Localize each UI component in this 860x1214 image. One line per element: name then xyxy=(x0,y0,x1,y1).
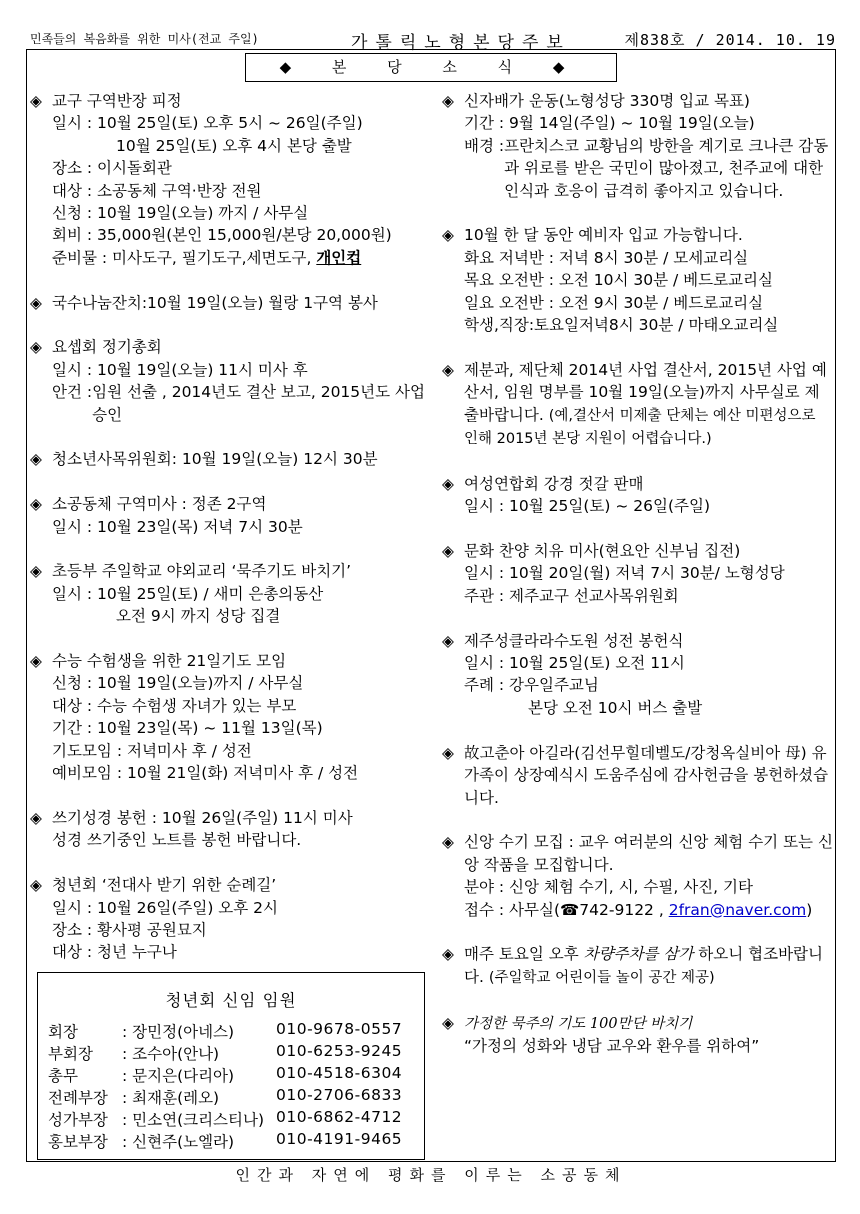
officer-row xyxy=(48,1130,403,1152)
notice-note: (예,결산서 미제출 단체는 예산 미편성으로 인해 2015년 본당 지원이 어렵습니다.) xyxy=(464,407,816,448)
officer-phone: 010-4191-9465 xyxy=(276,1130,403,1148)
notice-line: 화요 저녁반 : 저녁 8시 30분 / 모세교리실 xyxy=(464,248,749,267)
notice-parking xyxy=(442,943,834,989)
bulletin-header xyxy=(26,28,836,53)
officer-row xyxy=(48,1020,403,1042)
left-column xyxy=(30,90,430,986)
officer-name: : 장민정(아네스) xyxy=(122,1023,235,1041)
notice-key: 안건 : xyxy=(52,383,93,402)
notice-line: 주관 : 제주교구 선교사목위원회 xyxy=(464,586,679,605)
notice-line: 대상 : 소공동체 구역·반장 전원 xyxy=(52,181,262,200)
bullet-icon: ◈ xyxy=(442,945,454,964)
officer-row xyxy=(48,1042,403,1064)
notice-title: 매주 토요일 오후 xyxy=(464,945,584,964)
notice-memorial-thanks xyxy=(442,742,834,809)
notice-title: 교구 구역반장 피정 xyxy=(52,92,182,110)
notice-line: 본당 오전 10시 버스 출발 xyxy=(528,698,703,717)
section-banner: ◆ 본 당 소 식 ◆ xyxy=(245,53,617,82)
officer-role: 전례부장 xyxy=(48,1089,108,1107)
issue-number-date: 제838호 / 2014. 10. 19 xyxy=(624,31,836,49)
officer-phone: 010-9678-0557 xyxy=(276,1020,403,1038)
bullet-icon: ◈ xyxy=(442,1013,454,1032)
notice-noodle-sharing xyxy=(30,292,430,314)
notice-evangelization xyxy=(442,90,834,202)
notice-title: 청소년사목위원회: 10월 19일(오늘) 12시 30분 xyxy=(52,450,378,469)
notice-title: 故고춘아 아길라(김선무힐데벨도/강청옥실비아 母) 유가족이 상장예식시 도움주심에 감사헌금을 봉헌하셨습니다. xyxy=(464,743,829,807)
notice-line: 회비 : 35,000원(본인 15,000원/본당 20,000원) xyxy=(52,226,392,245)
notice-line: 접수 : 사무실(☎742-9122 , xyxy=(464,900,669,919)
notice-title: 하오니 협조바랍니다. xyxy=(464,945,823,986)
bullet-icon: ◈ xyxy=(30,876,42,895)
notice-value: 프란치스코 교황님의 방한을 계기로 크나큰 감동과 위로를 받은 국민이 많아졌고, 천주교에 대한 인식과 호응이 급격히 좋아지고 있습니다. xyxy=(504,136,829,200)
notice-line: 분야 : 신앙 체험 수기, 시, 수필, 사진, 기타 xyxy=(464,878,753,897)
notice-line: 일시 : 10월 25일(토) 오전 11시 xyxy=(464,654,685,673)
officer-phone: 010-6862-4712 xyxy=(276,1108,403,1126)
officer-role: 부회장 xyxy=(48,1045,93,1063)
officer-role: 홍보부장 xyxy=(48,1133,108,1151)
officer-phone: 010-4518-6304 xyxy=(276,1064,403,1082)
officer-role: 회장 xyxy=(48,1023,78,1041)
notice-line: 학생,직장:토요일저녁8시 30분 / 마태오교리실 xyxy=(464,316,779,335)
officer-name: : 조수아(안나) xyxy=(122,1045,220,1063)
notice-line: 기간 : 10월 23일(목) ~ 11월 13일(목) xyxy=(52,719,323,738)
handwritten-text: 차량주차를 삼가 xyxy=(583,945,694,964)
officer-name: : 민소연(크리스티나) xyxy=(122,1111,265,1129)
notice-line: 예비모임 : 10월 21일(화) 저녁미사 후 / 성전 xyxy=(52,764,359,783)
notice-body xyxy=(464,943,834,989)
bullet-icon: ◈ xyxy=(442,743,454,762)
notice-line: 대상 : 청년 누구나 xyxy=(52,943,177,962)
notice-line: 목요 오전반 : 오전 10시 30분 / 베드로교리실 xyxy=(464,271,773,290)
notice-line: 일시 : 10월 25일(토) / 새미 은총의동산 xyxy=(52,584,324,603)
notice-title: 제분과, 제단체 2014년 사업 결산서, 2015년 사업 예산서, 임원 명부를 10월 19일(오늘)까지 사무실로 제출바랍니다. xyxy=(464,360,827,424)
notice-line: 일시 : 10월 19일(오늘) 11시 미사 후 xyxy=(52,360,308,379)
officer-role: 총무 xyxy=(48,1067,78,1085)
bullet-icon: ◈ xyxy=(442,833,454,852)
bullet-icon: ◈ xyxy=(442,226,454,245)
notice-title: 가정한 묵주의 기도 100만단 바치기 xyxy=(464,1015,693,1032)
emphasis-text: 개인컵 xyxy=(316,248,362,267)
notice-title: 문화 찬양 치유 미사(현요안 신부님 집전) xyxy=(464,542,741,561)
notice-title: 여성연합회 강경 젓갈 판매 xyxy=(464,474,644,493)
bullet-icon: ◈ xyxy=(30,450,42,469)
notice-healing-mass xyxy=(442,540,834,607)
officer-row xyxy=(48,1108,403,1130)
notice-line: 장소 : 황사평 공원묘지 xyxy=(52,920,207,939)
notice-bible-writing xyxy=(30,807,430,852)
notice-rosary xyxy=(442,1012,834,1058)
notice-line: 일시 : 10월 25일(토) 오후 5시 ~ 26일(주일) xyxy=(52,114,363,133)
officer-role: 성가부장 xyxy=(48,1111,108,1129)
notice-line: 신청 : 10월 19일(오늘)까지 / 사무실 xyxy=(52,674,304,693)
notice-line: 성경 쓰기중인 노트를 봉헌 바랍니다. xyxy=(52,831,302,850)
notice-joseph-meeting xyxy=(30,336,430,426)
notice-title: 초등부 주일학교 야외교리 ‘묵주기도 바치기’ xyxy=(52,562,352,581)
notice-title: 청년회 ‘전대사 받기 위한 순례길’ xyxy=(52,876,277,895)
notice-line: 일시 : 10월 23일(목) 저녁 7시 30분 xyxy=(52,517,303,536)
notice-line: “가정의 성화와 냉담 교우와 환우를 위하여” xyxy=(464,1036,760,1055)
bullet-icon: ◈ xyxy=(30,92,42,110)
notice-value: 임원 선출 , 2014년도 결산 보고, 2015년도 사업 승인 xyxy=(92,383,425,424)
notice-line: 10월 25일(토) 오후 4시 본당 출발 xyxy=(116,136,352,155)
notice-convent-dedication xyxy=(442,630,834,720)
notice-title: 소공동체 구역미사 : 정존 2구역 xyxy=(52,495,267,514)
notice-body xyxy=(464,359,834,451)
bullet-icon: ◈ xyxy=(442,360,454,379)
notice-line: 대상 : 수능 수험생 자녀가 있는 부모 xyxy=(52,696,297,715)
notice-title: 쓰기성경 봉헌 : 10월 26일(주일) 11시 미사 xyxy=(52,808,353,827)
right-column xyxy=(442,90,834,1080)
bullet-icon: ◈ xyxy=(442,474,454,493)
notice-line: 일요 오전반 : 오전 9시 30분 / 베드로교리실 xyxy=(464,293,764,312)
notice-line: ) xyxy=(806,900,813,919)
notice-title: 요셉회 정기총회 xyxy=(52,338,162,357)
bulletin-title: 가톨릭노형본당주보 xyxy=(351,33,571,53)
notice-budget-submission xyxy=(442,359,834,451)
notice-line: 일시 : 10월 25일(토) ~ 26일(주일) xyxy=(464,497,710,516)
bullet-icon: ◈ xyxy=(442,542,454,561)
notice-line: 기간 : 9월 14일(주일) ~ 10월 19일(오늘) xyxy=(464,114,755,133)
bullet-icon: ◈ xyxy=(30,293,42,312)
officer-name: : 최재훈(레오) xyxy=(122,1089,220,1107)
officer-row xyxy=(48,1086,403,1108)
notice-district-mass xyxy=(30,493,430,538)
notice-line: 주례 : 강우일주교님 xyxy=(464,676,599,695)
officer-row xyxy=(48,1064,403,1086)
officer-name: : 문지은(다리아) xyxy=(122,1067,235,1085)
notice-district-retreat xyxy=(30,90,430,269)
bullet-icon: ◈ xyxy=(30,495,42,514)
header-liturgy: 민족들의 복음화를 위한 미사(전교 주일) xyxy=(30,32,259,46)
bullet-icon: ◈ xyxy=(30,808,42,827)
notice-salted-fish-sale xyxy=(442,473,834,518)
officer-name: : 신현주(노엘라) xyxy=(122,1133,235,1151)
notice-sunday-school xyxy=(30,560,430,627)
officer-phone: 010-6253-9245 xyxy=(276,1042,403,1060)
notice-exam-prayer xyxy=(30,650,430,784)
footer-motto: 인간과 자연에 평화를 이루는 소공동체 xyxy=(235,1166,627,1184)
notice-title: 제주성클라라수도원 성전 봉헌식 xyxy=(464,631,684,650)
notice-faith-essay xyxy=(442,831,834,921)
notice-note: (주일학교 어린이들 놀이 공간 제공) xyxy=(488,969,715,986)
notice-youth-pilgrimage xyxy=(30,874,430,964)
notice-line: 신청 : 10월 19일(오늘) 까지 / 사무실 xyxy=(52,204,309,223)
notice-title: 10월 한 달 동안 예비자 입교 가능합니다. xyxy=(464,226,743,245)
bullet-icon: ◈ xyxy=(442,92,454,110)
officer-phone: 010-2706-6833 xyxy=(276,1086,403,1104)
notice-line: 일시 : 10월 26일(주일) 오후 2시 xyxy=(52,898,279,917)
bullet-icon: ◈ xyxy=(30,652,42,671)
notice-title: 국수나눔잔치:10월 19일(오늘) 월랑 1구역 봉사 xyxy=(52,293,378,312)
bullet-icon: ◈ xyxy=(30,562,42,581)
bullet-icon: ◈ xyxy=(30,338,42,357)
notice-line: 준비물 : 미사도구, 필기도구,세면도구, xyxy=(52,248,317,267)
notice-line: 오전 9시 까지 성당 집결 xyxy=(116,607,281,626)
notice-line: 장소 : 이시돌회관 xyxy=(52,159,172,178)
bullet-icon: ◈ xyxy=(442,631,454,650)
notice-title: 신자배가 운동(노형성당 330명 입교 목표) xyxy=(464,92,750,110)
youth-officers-box xyxy=(37,972,425,1160)
notice-title: 수능 수험생을 위한 21일기도 모임 xyxy=(52,652,287,671)
notice-catechumen xyxy=(442,224,834,336)
notice-key: 배경 : xyxy=(464,136,505,155)
notice-line: 일시 : 10월 20일(월) 저녁 7시 30분/ 노형성당 xyxy=(464,564,785,583)
notice-title: 신앙 수기 모집 : 교우 여러분의 신앙 체험 수기 또는 신앙 작품을 모집합니다. xyxy=(464,833,833,874)
officers-title: 청년회 신임 임원 xyxy=(165,991,297,1010)
notice-line: 기도모임 : 저녁미사 후 / 성전 xyxy=(52,741,252,760)
notice-youth-committee xyxy=(30,448,430,470)
email-link[interactable]: 2fran@naver.com xyxy=(668,900,807,919)
